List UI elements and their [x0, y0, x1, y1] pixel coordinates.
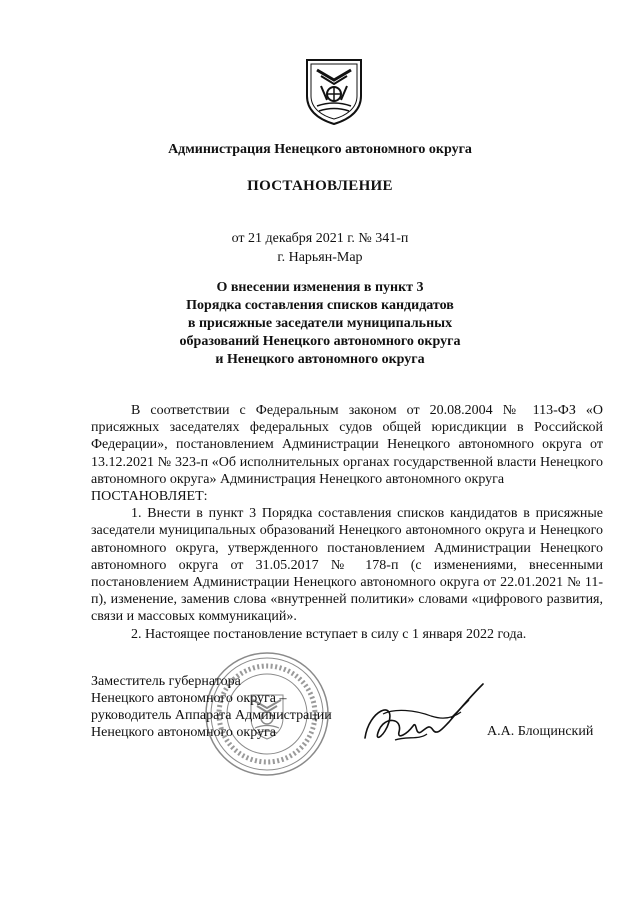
- decree-word: ПОСТАНОВЛЯЕТ:: [91, 489, 208, 505]
- document-body: [91, 402, 603, 643]
- subject-line: образований Ненецкого автономного округа: [179, 334, 461, 349]
- position-line: Ненецкого автономного округа: [91, 725, 276, 740]
- subject-line: О внесении изменения в пункт 3: [216, 280, 424, 295]
- subject-line: и Ненецкого автономного округа: [215, 352, 425, 367]
- organization-title: Администрация Ненецкого автономного округа: [168, 142, 472, 157]
- position-line: руководитель Аппарата Администрации: [91, 708, 332, 723]
- document-type: ПОСТАНОВЛЕНИЕ: [247, 178, 393, 194]
- signatory-position: [91, 673, 332, 741]
- subject-line: в присяжные заседатели муниципальных: [187, 316, 453, 331]
- coat-of-arms-icon: [303, 56, 365, 126]
- date-number: от 21 декабря 2021 г. № 341-п: [231, 231, 409, 246]
- city: г. Нарьян-Мар: [277, 250, 363, 265]
- subject-line: Порядка составления списков кандидатов: [186, 298, 454, 313]
- item-1-paragraph: 1. Внести в пункт 3 Порядка составления списков кандидатов в присяжные заседатели муниципальных образований Ненецкого автономного округа и Ненецкого автономного округа, утвержденного постановлением Администрации Ненецкого автономного округа от 31.05.2017 № 178-п (с изменениями, внесенными постановлением Администрации Ненецкого автономного округа от 22.01.2021 № 11-п), изменение, заменив слова «внутренней политики» словами «цифрового развития, связи и массовых коммуникаций».: [91, 506, 603, 625]
- item-2-paragraph: 2. Настоящее постановление вступает в силу с 1 января 2022 года.: [131, 626, 527, 642]
- subject-heading: [100, 279, 540, 369]
- signer-name: А.А. Блощинский: [487, 724, 594, 739]
- position-line: Ненецкого автономного округа –: [91, 691, 287, 706]
- handwritten-signature: [355, 670, 490, 760]
- position-line: Заместитель губернатора: [91, 674, 241, 689]
- preamble-paragraph: В соответствии с Федеральным законом от 20.08.2004 № 113-ФЗ «О присяжных заседателях федеральных судов общей юрисдикции в Российской Федерации», постановлением Администрации Ненецкого автономного округа от 13.12.2021 № 323-п «Об исполнительных органах государственной власти Ненецкого автономного округа» Администрация Ненецкого автономного округа: [91, 403, 603, 487]
